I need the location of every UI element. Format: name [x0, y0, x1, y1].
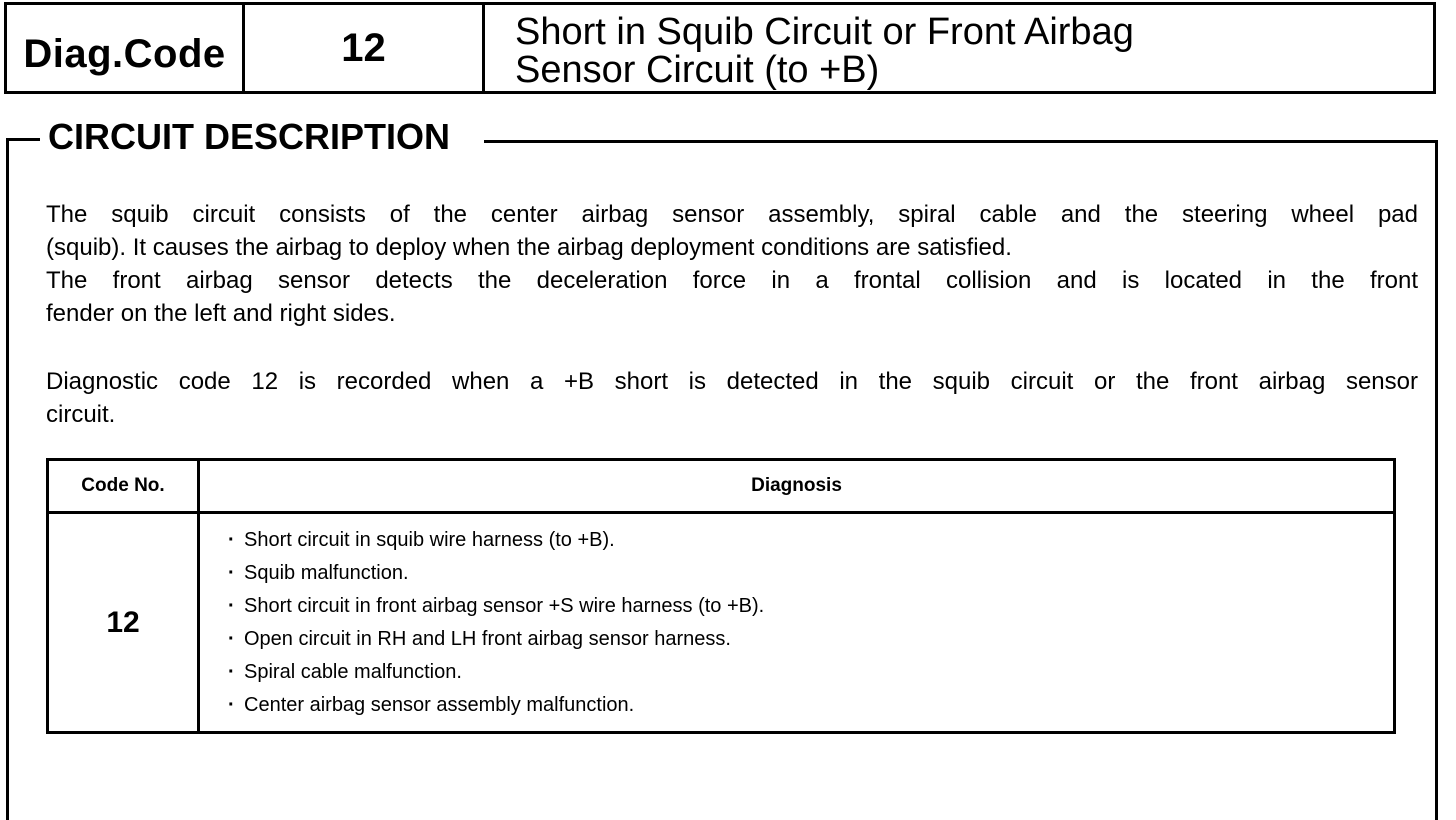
diag-title-line-1: Short in Squib Circuit or Front Airbag — [515, 11, 1134, 53]
paragraph-front-sensor — [46, 264, 1418, 330]
list-item — [228, 590, 1393, 623]
diag-code-number: 12 — [245, 5, 485, 91]
bullet-icon: · — [228, 595, 235, 617]
paragraph-diagnostic-code — [46, 365, 1418, 431]
bullet-icon: · — [228, 628, 235, 650]
list-item-text: Spiral cable malfunction. — [244, 661, 462, 683]
list-item-text: Center airbag sensor assembly malfunction. — [244, 694, 635, 716]
paragraph-line: (squib). It causes the airbag to deploy when the airbag deployment conditions are satisfied. — [46, 234, 1012, 261]
list-item — [228, 557, 1393, 590]
diag-title-line-2: Sensor Circuit (to +B) — [515, 49, 880, 91]
bullet-icon: · — [228, 529, 235, 551]
paragraph-line: The squib circuit consists of the center airbag sensor assembly, spiral cable and the steering wheel pad — [46, 201, 1418, 228]
bullet-icon: · — [228, 562, 235, 584]
diagnosis-list — [228, 524, 1393, 722]
diag-code-header — [4, 2, 1436, 94]
paragraph-line: The front airbag sensor detects the deceleration force in a frontal collision and is located in the front — [46, 267, 1418, 294]
table-cell-code: 12 — [49, 514, 200, 731]
list-item — [228, 656, 1393, 689]
paragraph-line: Diagnostic code 12 is recorded when a +B short is detected in the squib circuit or the front airbag sensor — [46, 368, 1418, 395]
list-item-text: Open circuit in RH and LH front airbag sensor harness. — [244, 628, 731, 650]
list-item-text: Squib malfunction. — [244, 562, 409, 584]
table-header-code: Code No. — [49, 461, 200, 514]
paragraph-line: fender on the left and right sides. — [46, 300, 396, 327]
list-item-text: Short circuit in squib wire harness (to +B). — [244, 529, 615, 551]
paragraph-line: circuit. — [46, 401, 116, 428]
table-cell-diagnosis — [200, 514, 1393, 731]
paragraph-squib-circuit — [46, 198, 1418, 264]
bullet-icon: · — [228, 694, 235, 716]
list-item — [228, 623, 1393, 656]
diagnosis-table — [46, 458, 1396, 734]
list-item — [228, 524, 1393, 557]
table-header-diagnosis: Diagnosis — [200, 461, 1393, 514]
section-heading: CIRCUIT DESCRIPTION — [48, 116, 451, 157]
list-item-text: Short circuit in front airbag sensor +S wire harness (to +B). — [244, 595, 765, 617]
bullet-icon: · — [228, 661, 235, 683]
diag-code-label: Diag.Code — [7, 5, 245, 91]
diag-code-title — [485, 5, 1433, 91]
list-item — [228, 689, 1393, 722]
